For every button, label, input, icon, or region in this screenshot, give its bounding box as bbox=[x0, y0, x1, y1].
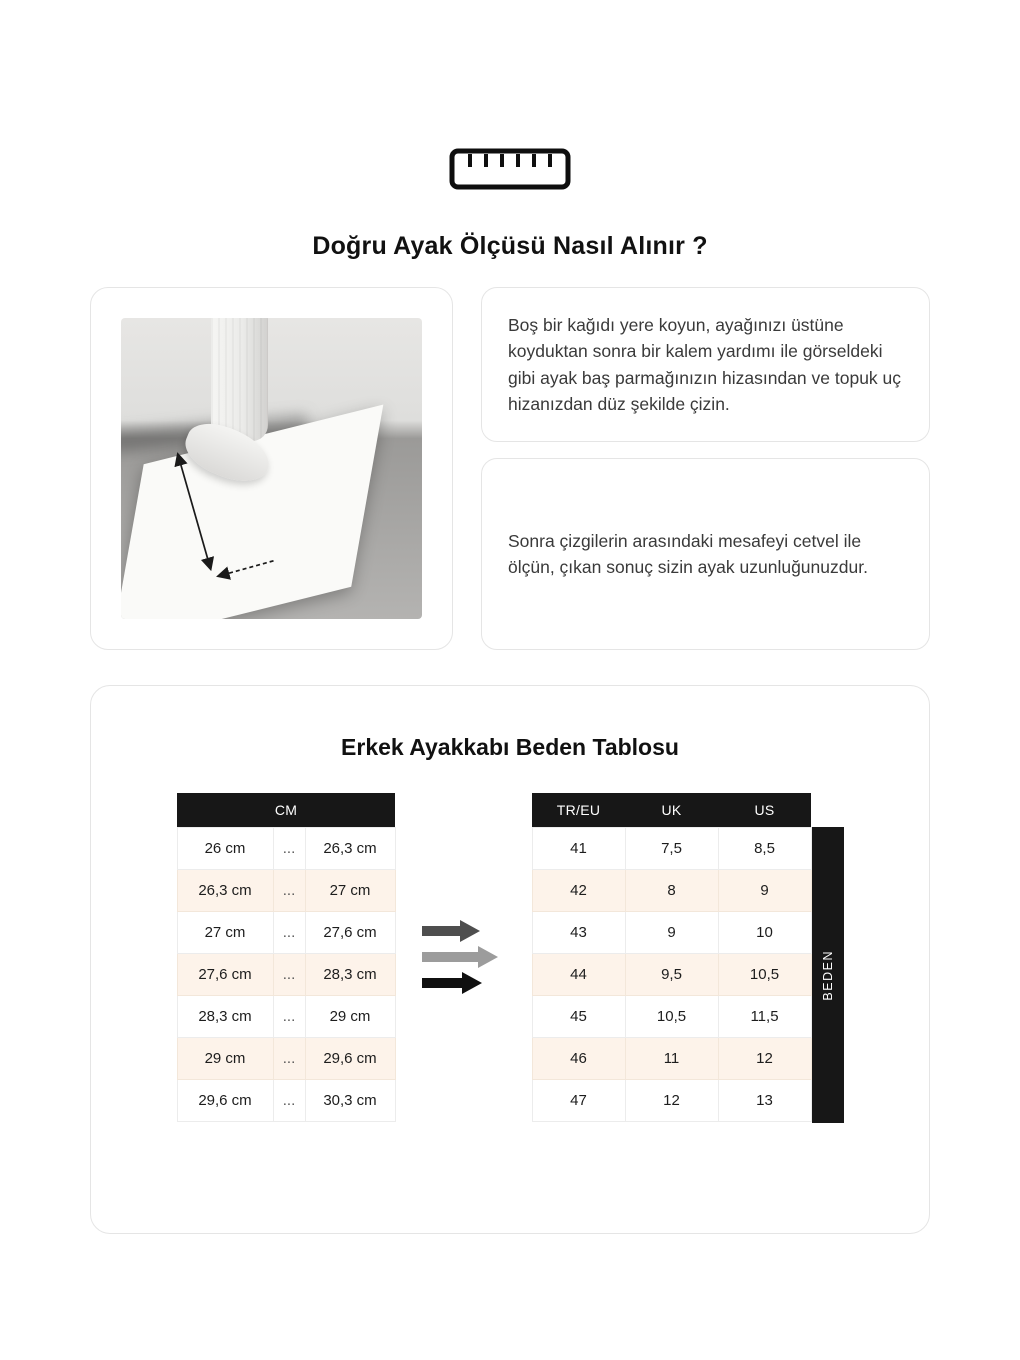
instruction-step-1 bbox=[481, 287, 930, 442]
size-table-row bbox=[532, 995, 811, 1037]
size-table-header-cell: TR/EU bbox=[532, 793, 625, 827]
foot-measurement-photo bbox=[121, 318, 422, 619]
size-table-header-cell: US bbox=[718, 793, 811, 827]
cm-table-header-cell: CM bbox=[177, 793, 395, 827]
cm-from-cell: 29,6 cm bbox=[177, 1079, 273, 1121]
tr-eu-cell: 43 bbox=[532, 911, 625, 953]
beden-side-label: BEDEN bbox=[820, 949, 835, 1001]
us-cell: 13 bbox=[718, 1079, 811, 1121]
size-table-row bbox=[532, 953, 811, 995]
tr-eu-cell: 41 bbox=[532, 827, 625, 869]
cm-to-cell: 26,3 cm bbox=[305, 827, 395, 869]
cm-from-cell: 26,3 cm bbox=[177, 869, 273, 911]
cm-separator-cell: ... bbox=[273, 1037, 305, 1079]
cm-to-cell: 27,6 cm bbox=[305, 911, 395, 953]
ruler-icon bbox=[449, 148, 571, 190]
us-cell: 10 bbox=[718, 911, 811, 953]
cm-table-row bbox=[177, 953, 395, 995]
measurement-arrows-overlay bbox=[121, 318, 422, 619]
cm-table-row bbox=[177, 869, 395, 911]
cm-separator-cell: ... bbox=[273, 995, 305, 1037]
beden-side-bar bbox=[812, 827, 844, 1123]
uk-cell: 10,5 bbox=[625, 995, 718, 1037]
cm-to-cell: 29,6 cm bbox=[305, 1037, 395, 1079]
uk-cell: 11 bbox=[625, 1037, 718, 1079]
size-table-wrap bbox=[532, 793, 844, 1123]
size-table bbox=[532, 793, 812, 1122]
uk-cell: 9 bbox=[625, 911, 718, 953]
cm-from-cell: 28,3 cm bbox=[177, 995, 273, 1037]
cm-to-cell: 30,3 cm bbox=[305, 1079, 395, 1121]
size-chart-card bbox=[90, 685, 930, 1234]
cm-to-cell: 29 cm bbox=[305, 995, 395, 1037]
cm-table-row bbox=[177, 1079, 395, 1121]
us-cell: 12 bbox=[718, 1037, 811, 1079]
tr-eu-cell: 45 bbox=[532, 995, 625, 1037]
cm-table-header-row bbox=[177, 793, 395, 827]
cm-to-cell: 28,3 cm bbox=[305, 953, 395, 995]
instruction-step-1-text: Boş bir kağıdı yere koyun, ayağınızı üstüne koyduktan sonra bir kalem yardımı ile görseldeki gibi ayak baş parmağınızın hizasından ve topuk uç hizanızdan düz şekilde çizin. bbox=[508, 315, 902, 414]
cm-from-cell: 27 cm bbox=[177, 911, 273, 953]
us-cell: 10,5 bbox=[718, 953, 811, 995]
instruction-steps bbox=[481, 287, 930, 650]
ruler-icon-wrap bbox=[90, 148, 930, 190]
us-cell: 8,5 bbox=[718, 827, 811, 869]
foot-measurement-photo-card bbox=[90, 287, 453, 650]
size-chart-title: Erkek Ayakkabı Beden Tablosu bbox=[341, 734, 679, 760]
cm-table bbox=[177, 793, 396, 1122]
size-table-row bbox=[532, 869, 811, 911]
cm-from-cell: 29 cm bbox=[177, 1037, 273, 1079]
page-title: Doğru Ayak Ölçüsü Nasıl Alınır ? bbox=[312, 232, 708, 260]
cm-to-cell: 27 cm bbox=[305, 869, 395, 911]
measurement-instructions-section bbox=[90, 287, 930, 650]
size-table-row bbox=[532, 827, 811, 869]
tr-eu-cell: 44 bbox=[532, 953, 625, 995]
cm-separator-cell: ... bbox=[273, 953, 305, 995]
cm-from-cell: 26 cm bbox=[177, 827, 273, 869]
size-table-row bbox=[532, 1037, 811, 1079]
instruction-step-2-text: Sonra çizgilerin arasındaki mesafeyi cetvel ile ölçün, çıkan sonuç sizin ayak uzunluğunuzdur. bbox=[508, 530, 868, 577]
us-cell: 9 bbox=[718, 869, 811, 911]
uk-cell: 7,5 bbox=[625, 827, 718, 869]
size-chart-tables bbox=[91, 793, 929, 1123]
conversion-arrows-icon bbox=[422, 918, 506, 998]
tr-eu-cell: 42 bbox=[532, 869, 625, 911]
cm-separator-cell: ... bbox=[273, 827, 305, 869]
uk-cell: 12 bbox=[625, 1079, 718, 1121]
cm-separator-cell: ... bbox=[273, 1079, 305, 1121]
cm-table-row bbox=[177, 827, 395, 869]
cm-table-body bbox=[177, 827, 395, 1121]
size-table-header-row bbox=[532, 793, 811, 827]
us-cell: 11,5 bbox=[718, 995, 811, 1037]
cm-table-row bbox=[177, 995, 395, 1037]
cm-from-cell: 27,6 cm bbox=[177, 953, 273, 995]
cm-separator-cell: ... bbox=[273, 911, 305, 953]
size-table-header-cell: UK bbox=[625, 793, 718, 827]
size-table-body bbox=[532, 827, 811, 1121]
tr-eu-cell: 47 bbox=[532, 1079, 625, 1121]
tr-eu-cell: 46 bbox=[532, 1037, 625, 1079]
size-table-row bbox=[532, 911, 811, 953]
uk-cell: 8 bbox=[625, 869, 718, 911]
size-table-row bbox=[532, 1079, 811, 1121]
cm-table-row bbox=[177, 911, 395, 953]
uk-cell: 9,5 bbox=[625, 953, 718, 995]
instruction-step-2 bbox=[481, 458, 930, 650]
cm-table-row bbox=[177, 1037, 395, 1079]
cm-separator-cell: ... bbox=[273, 869, 305, 911]
